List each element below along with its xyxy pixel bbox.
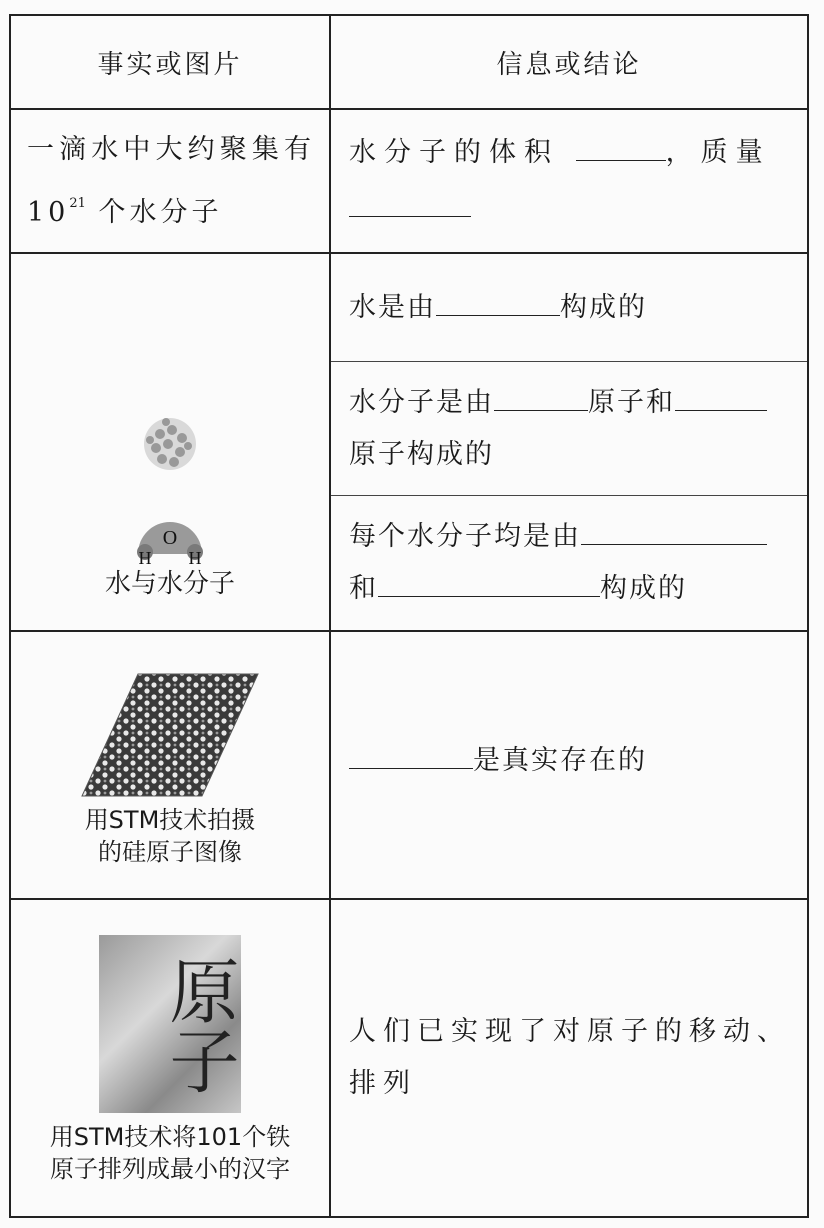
hydrogen-label-left: H [138, 548, 152, 568]
row-water-drop [10, 109, 808, 253]
blank-each-1[interactable] [581, 514, 767, 545]
conclusion-molecule-atoms [331, 362, 807, 496]
each-mol-text-a: 每个水分子均是由 [349, 521, 581, 552]
oxygen-label: O [162, 527, 178, 549]
blank-water-made-of[interactable] [436, 285, 560, 316]
blank-each-2[interactable] [378, 566, 600, 597]
row-iron-atoms [10, 899, 808, 1217]
water-drop-fact-text [11, 123, 329, 240]
atom-characters: 原子 [158, 955, 240, 1095]
iron-conclusion-text: 人们已实现了对原子的移动、排列 [349, 1016, 791, 1099]
each-mol-text-c: 构成的 [600, 573, 687, 604]
row-silicon-image [10, 631, 808, 899]
mol-atoms-text-c: 原子构成的 [349, 438, 494, 470]
silicon-caption-2: 的硅原子图像 [98, 838, 242, 866]
iron-atom-image [99, 935, 241, 1113]
cell-water-drop-conclusion [330, 109, 808, 253]
conclusion-each-molecule [331, 496, 807, 630]
water-comp-text-a: 水是由 [349, 291, 436, 323]
exponent: 21 [69, 195, 86, 211]
mol-atoms-text-b: 原子和 [588, 386, 675, 418]
cell-silicon-conclusion [330, 631, 808, 899]
atom-molecule-table [9, 14, 809, 1218]
row-water-molecule [10, 253, 808, 631]
conclusion-water-composition [331, 254, 807, 362]
blank-volume[interactable] [576, 130, 666, 161]
hydrogen-label-right: H [188, 548, 202, 568]
cell-water-drop-fact [10, 109, 330, 253]
water-molecule-image [110, 404, 230, 574]
fact-text-a: 一滴水中大约聚集有 10 [27, 133, 315, 228]
header-facts: 事实或图片 [10, 15, 330, 109]
water-drop-conclusion-text [331, 125, 807, 237]
blank-mass[interactable] [349, 186, 471, 217]
iron-caption-1: 用STM技术将101个铁 [49, 1123, 291, 1151]
water-caption: 水与水分子 [104, 569, 235, 599]
water-comp-text-b: 构成的 [560, 291, 647, 323]
silicon-text: 是真实存在的 [473, 745, 647, 776]
cell-iron-conclusion [330, 899, 808, 1217]
silicon-conclusion-text [331, 735, 807, 795]
cell-water-figure [10, 253, 330, 631]
fact-text-b: 个水分子 [85, 196, 223, 228]
silicon-atom-image [80, 670, 260, 800]
cell-water-conclusions [330, 253, 808, 631]
mol-atoms-text-a: 水分子是由 [349, 386, 494, 418]
cell-silicon-figure [10, 631, 330, 899]
conclusion-text-b: ，质量 [665, 137, 771, 168]
conclusion-text-a: 水分子的体积 [349, 137, 559, 168]
blank-atom-1[interactable] [494, 380, 588, 411]
header-conclusions: 信息或结论 [330, 15, 808, 109]
silicon-caption-1: 用STM技术拍摄 [84, 806, 256, 834]
blank-atom-2[interactable] [675, 380, 767, 411]
iron-caption-2: 原子排列成最小的汉字 [50, 1155, 290, 1183]
cell-iron-figure [10, 899, 330, 1217]
blank-real-existence[interactable] [349, 738, 473, 769]
each-mol-text-b: 和 [349, 573, 378, 604]
header-row [10, 15, 808, 109]
